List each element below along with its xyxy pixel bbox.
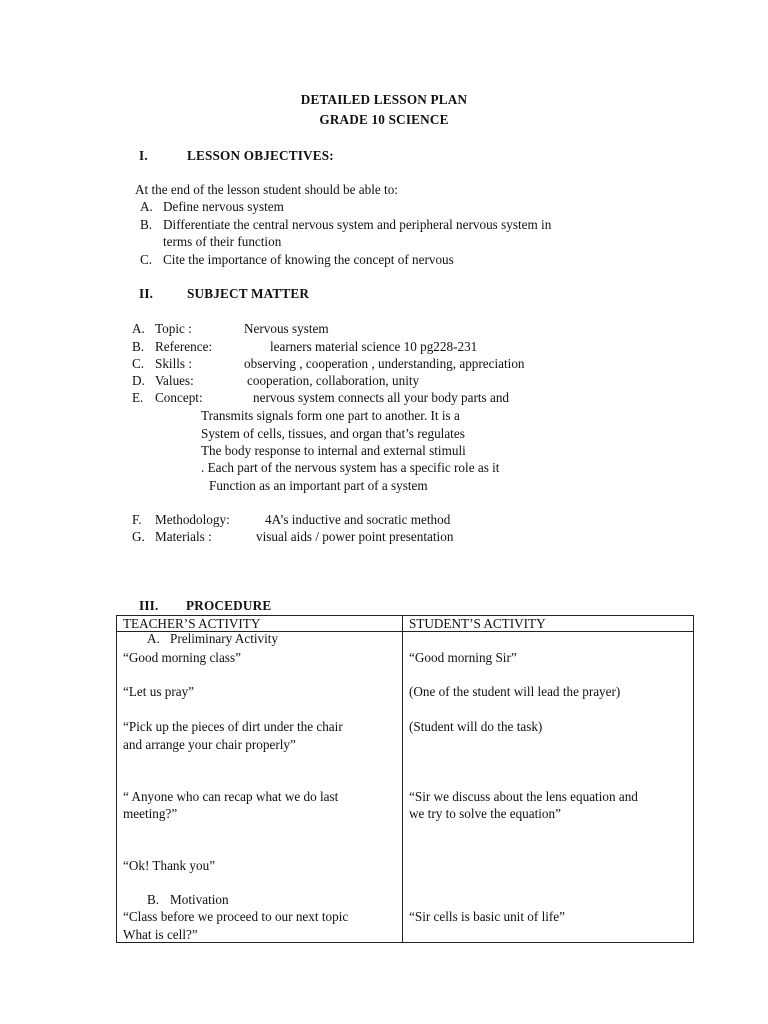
column-header-teacher-label: TEACHER’S ACTIVITY bbox=[123, 616, 261, 631]
subject-letter-a: A. bbox=[132, 321, 145, 336]
objective-letter-b: B. bbox=[140, 217, 153, 232]
concept-line-3: The body response to internal and external stimuli bbox=[201, 443, 466, 458]
subject-label-materials: Materials : bbox=[155, 529, 212, 544]
objective-item-b-continued: terms of their function bbox=[163, 234, 282, 249]
subject-label-concept: Concept: bbox=[155, 390, 203, 405]
objective-item-a: Define nervous system bbox=[163, 199, 284, 214]
teacher-line: “Pick up the pieces of dirt under the chair bbox=[123, 719, 343, 734]
teacher-line: “Let us pray” bbox=[123, 684, 195, 699]
objective-letter-c: C. bbox=[140, 252, 153, 267]
subject-value-methodology: 4A’s inductive and socratic method bbox=[265, 512, 451, 527]
objectives-intro: At the end of the lesson student should be able to: bbox=[135, 182, 398, 197]
subject-value-reference: learners material science 10 pg228-231 bbox=[270, 339, 478, 354]
concept-line-1: Transmits signals form one part to another. It is a bbox=[201, 408, 460, 423]
student-line: (Student will do the task) bbox=[409, 719, 543, 734]
student-line: “Sir we discuss about the lens equation and bbox=[409, 789, 638, 804]
subject-label-values: Values: bbox=[155, 373, 194, 388]
section-numeral-1: I. bbox=[139, 148, 148, 163]
section-numeral-3: III. bbox=[139, 598, 159, 613]
subject-value-topic: Nervous system bbox=[244, 321, 329, 336]
concept-line-4: . Each part of the nervous system has a specific role as it bbox=[201, 460, 500, 475]
document-title: DETAILED LESSON PLAN bbox=[300, 92, 468, 107]
student-line: (One of the student will lead the prayer) bbox=[409, 684, 621, 699]
section-heading-procedure: PROCEDURE bbox=[186, 598, 272, 613]
teacher-line: “Good morning class” bbox=[123, 650, 241, 665]
subject-letter-g: G. bbox=[132, 529, 145, 544]
objective-letter-a: A. bbox=[140, 199, 153, 214]
column-header-student-label: STUDENT’S ACTIVITY bbox=[409, 616, 546, 631]
objective-item-c: Cite the importance of knowing the concept of nervous bbox=[163, 252, 454, 267]
subject-letter-c: C. bbox=[132, 356, 145, 371]
procedure-table bbox=[116, 615, 694, 943]
subject-label-reference: Reference: bbox=[155, 339, 213, 354]
teacher-line: “ Anyone who can recap what we do last bbox=[123, 789, 339, 804]
teacher-line: meeting?” bbox=[123, 806, 178, 821]
subject-value-materials: visual aids / power point presentation bbox=[256, 529, 454, 544]
preliminary-letter: A. bbox=[147, 631, 160, 646]
section-numeral-2: II. bbox=[139, 286, 154, 301]
subject-value-values: cooperation, collaboration, unity bbox=[247, 373, 420, 388]
subject-label-topic: Topic : bbox=[155, 321, 192, 336]
subject-value-concept: nervous system connects all your body parts and bbox=[253, 390, 510, 405]
teacher-activity-cell bbox=[117, 632, 403, 943]
teacher-line: and arrange your chair properly” bbox=[123, 737, 296, 752]
concept-line-5: Function as an important part of a system bbox=[209, 478, 428, 493]
teacher-line: “Ok! Thank you” bbox=[123, 858, 216, 873]
subject-letter-b: B. bbox=[132, 339, 145, 354]
section-heading-subject-matter: SUBJECT MATTER bbox=[187, 286, 310, 301]
subject-letter-f: F. bbox=[132, 512, 142, 527]
subject-label-methodology: Methodology: bbox=[155, 512, 230, 527]
subject-value-skills: observing , cooperation , understanding, appreciation bbox=[244, 356, 525, 371]
column-header-student bbox=[403, 616, 694, 632]
subject-letter-e: E. bbox=[132, 390, 144, 405]
subject-letter-d: D. bbox=[132, 373, 145, 388]
teacher-line: “Class before we proceed to our next topic bbox=[123, 909, 349, 924]
teacher-line: What is cell?” bbox=[123, 927, 198, 942]
concept-line-2: System of cells, tissues, and organ that’s regulates bbox=[201, 426, 465, 441]
student-line: “Sir cells is basic unit of life” bbox=[409, 909, 566, 924]
student-activity-cell bbox=[403, 632, 694, 943]
preliminary-activity-heading: Preliminary Activity bbox=[170, 631, 279, 646]
student-line: we try to solve the equation” bbox=[409, 806, 561, 821]
motivation-heading: Motivation bbox=[170, 892, 229, 907]
subject-label-skills: Skills : bbox=[155, 356, 193, 371]
objective-item-b: Differentiate the central nervous system and peripheral nervous system in bbox=[163, 217, 552, 232]
student-line: “Good morning Sir” bbox=[409, 650, 517, 665]
section-heading-objectives: LESSON OBJECTIVES: bbox=[187, 148, 334, 163]
procedure-table-body-row bbox=[117, 632, 694, 943]
motivation-letter: B. bbox=[147, 892, 160, 907]
document-subtitle: GRADE 10 SCIENCE bbox=[319, 112, 449, 127]
